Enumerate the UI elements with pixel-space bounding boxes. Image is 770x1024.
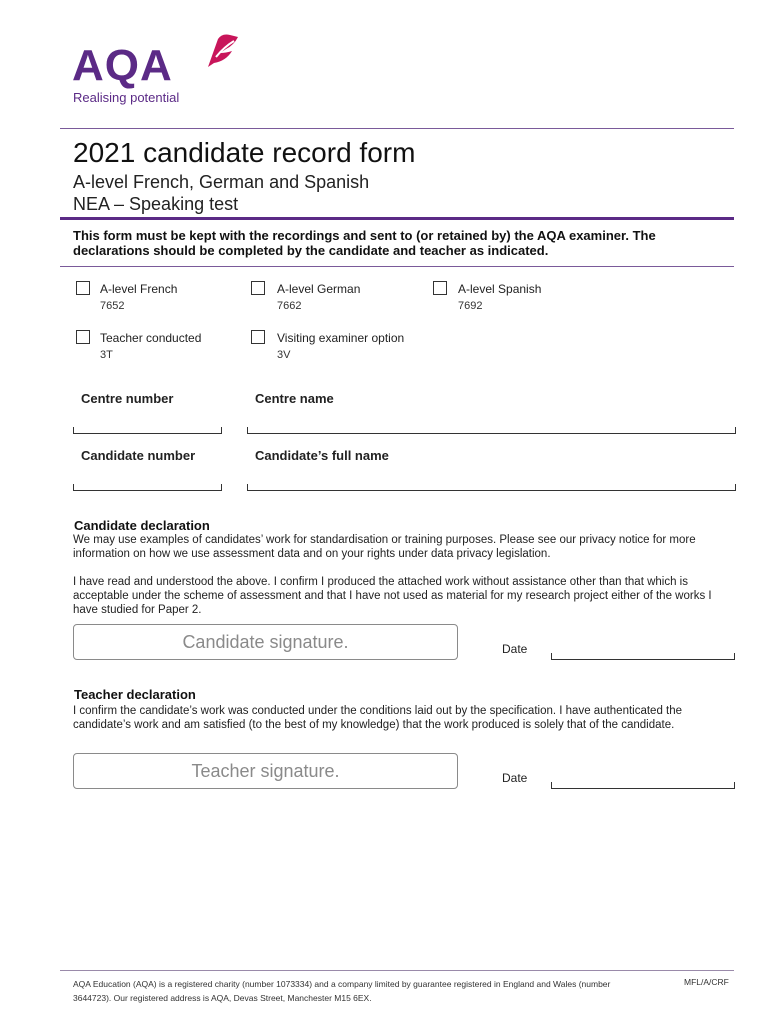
teacher-signature-field[interactable]: Teacher signature. xyxy=(73,753,458,789)
option-label-german: A-level German xyxy=(277,282,361,296)
candidate-declaration-statement: I have read and understood the above. I confirm I produced the attached work without assistance other than that which is acceptable under the scheme of assessment and that I have not used as material for my research project either of the works I have studied for Paper 2. xyxy=(73,576,712,616)
option-code-visiting-examiner: 3V xyxy=(277,349,291,361)
candidate-number-label: Candidate number xyxy=(81,448,196,463)
checkbox-german[interactable] xyxy=(251,281,265,295)
candidate-number-field[interactable] xyxy=(73,484,222,491)
checkbox-teacher-conducted[interactable] xyxy=(76,330,90,344)
centre-number-field[interactable] xyxy=(73,427,222,434)
title-divider xyxy=(60,217,734,220)
candidate-signature-field[interactable]: Candidate signature. xyxy=(73,624,458,660)
option-code-french: 7652 xyxy=(100,300,125,312)
aqa-logo-mark-icon xyxy=(204,33,240,69)
intro-text: This form must be kept with the recordings and sent to (or retained by) the AQA examiner. The declarations should be completed by the candidate and teacher as indicated. xyxy=(73,228,656,258)
page-title: 2021 candidate record form xyxy=(73,137,416,168)
option-code-german: 7662 xyxy=(277,300,302,312)
checkbox-french[interactable] xyxy=(76,281,90,295)
candidate-declaration-heading: Candidate declaration xyxy=(74,518,210,533)
footer-form-code: MFL/A/CRF xyxy=(684,977,729,987)
option-label-french: A-level French xyxy=(100,282,178,296)
intro-divider xyxy=(60,266,734,267)
checkbox-visiting-examiner[interactable] xyxy=(251,330,265,344)
teacher-declaration-heading: Teacher declaration xyxy=(74,687,196,702)
option-label-visiting-examiner: Visiting examiner option xyxy=(277,331,405,345)
centre-number-label: Centre number xyxy=(81,391,174,406)
subtitle-line-2: NEA – Speaking test xyxy=(73,194,239,214)
footer-legal-text: AQA Education (AQA) is a registered charity (number 1073334) and a company limited by guarantee registered in England and Wales (number 3644723). Our registered address is AQA, Devas Street, Manchester M15 6EX. xyxy=(73,979,611,1003)
footer-divider xyxy=(60,970,734,971)
page-subtitle xyxy=(73,171,369,215)
aqa-logo: AQA xyxy=(72,41,173,90)
centre-name-label: Centre name xyxy=(255,391,334,406)
centre-name-field[interactable] xyxy=(247,427,736,434)
option-label-spanish: A-level Spanish xyxy=(458,282,542,296)
candidate-full-name-field[interactable] xyxy=(247,484,736,491)
teacher-date-field[interactable] xyxy=(551,782,735,789)
candidate-date-label: Date xyxy=(502,642,528,656)
candidate-full-name-label: Candidate’s full name xyxy=(255,448,389,463)
header-divider xyxy=(60,128,734,129)
option-label-teacher-conducted: Teacher conducted xyxy=(100,331,202,345)
checkbox-spanish[interactable] xyxy=(433,281,447,295)
option-code-teacher-conducted: 3T xyxy=(100,349,113,361)
teacher-declaration-statement: I confirm the candidate’s work was conducted under the conditions laid out by the specification. I have authenticated the candidate’s work and am satisfied (to the best of my knowledge) that the work produced is solely that of the candidate. xyxy=(73,705,683,731)
logo-tagline: Realising potential xyxy=(73,90,180,105)
candidate-date-field[interactable] xyxy=(551,653,735,660)
subtitle-line-1: A-level French, German and Spanish xyxy=(73,172,370,192)
teacher-date-label: Date xyxy=(502,771,528,785)
option-code-spanish: 7692 xyxy=(458,300,483,312)
candidate-declaration-privacy: We may use examples of candidates’ work for standardisation or training purposes. Please see our privacy notice for more information on how we use assessment data and on your rights under data privacy legislation. xyxy=(73,534,696,560)
